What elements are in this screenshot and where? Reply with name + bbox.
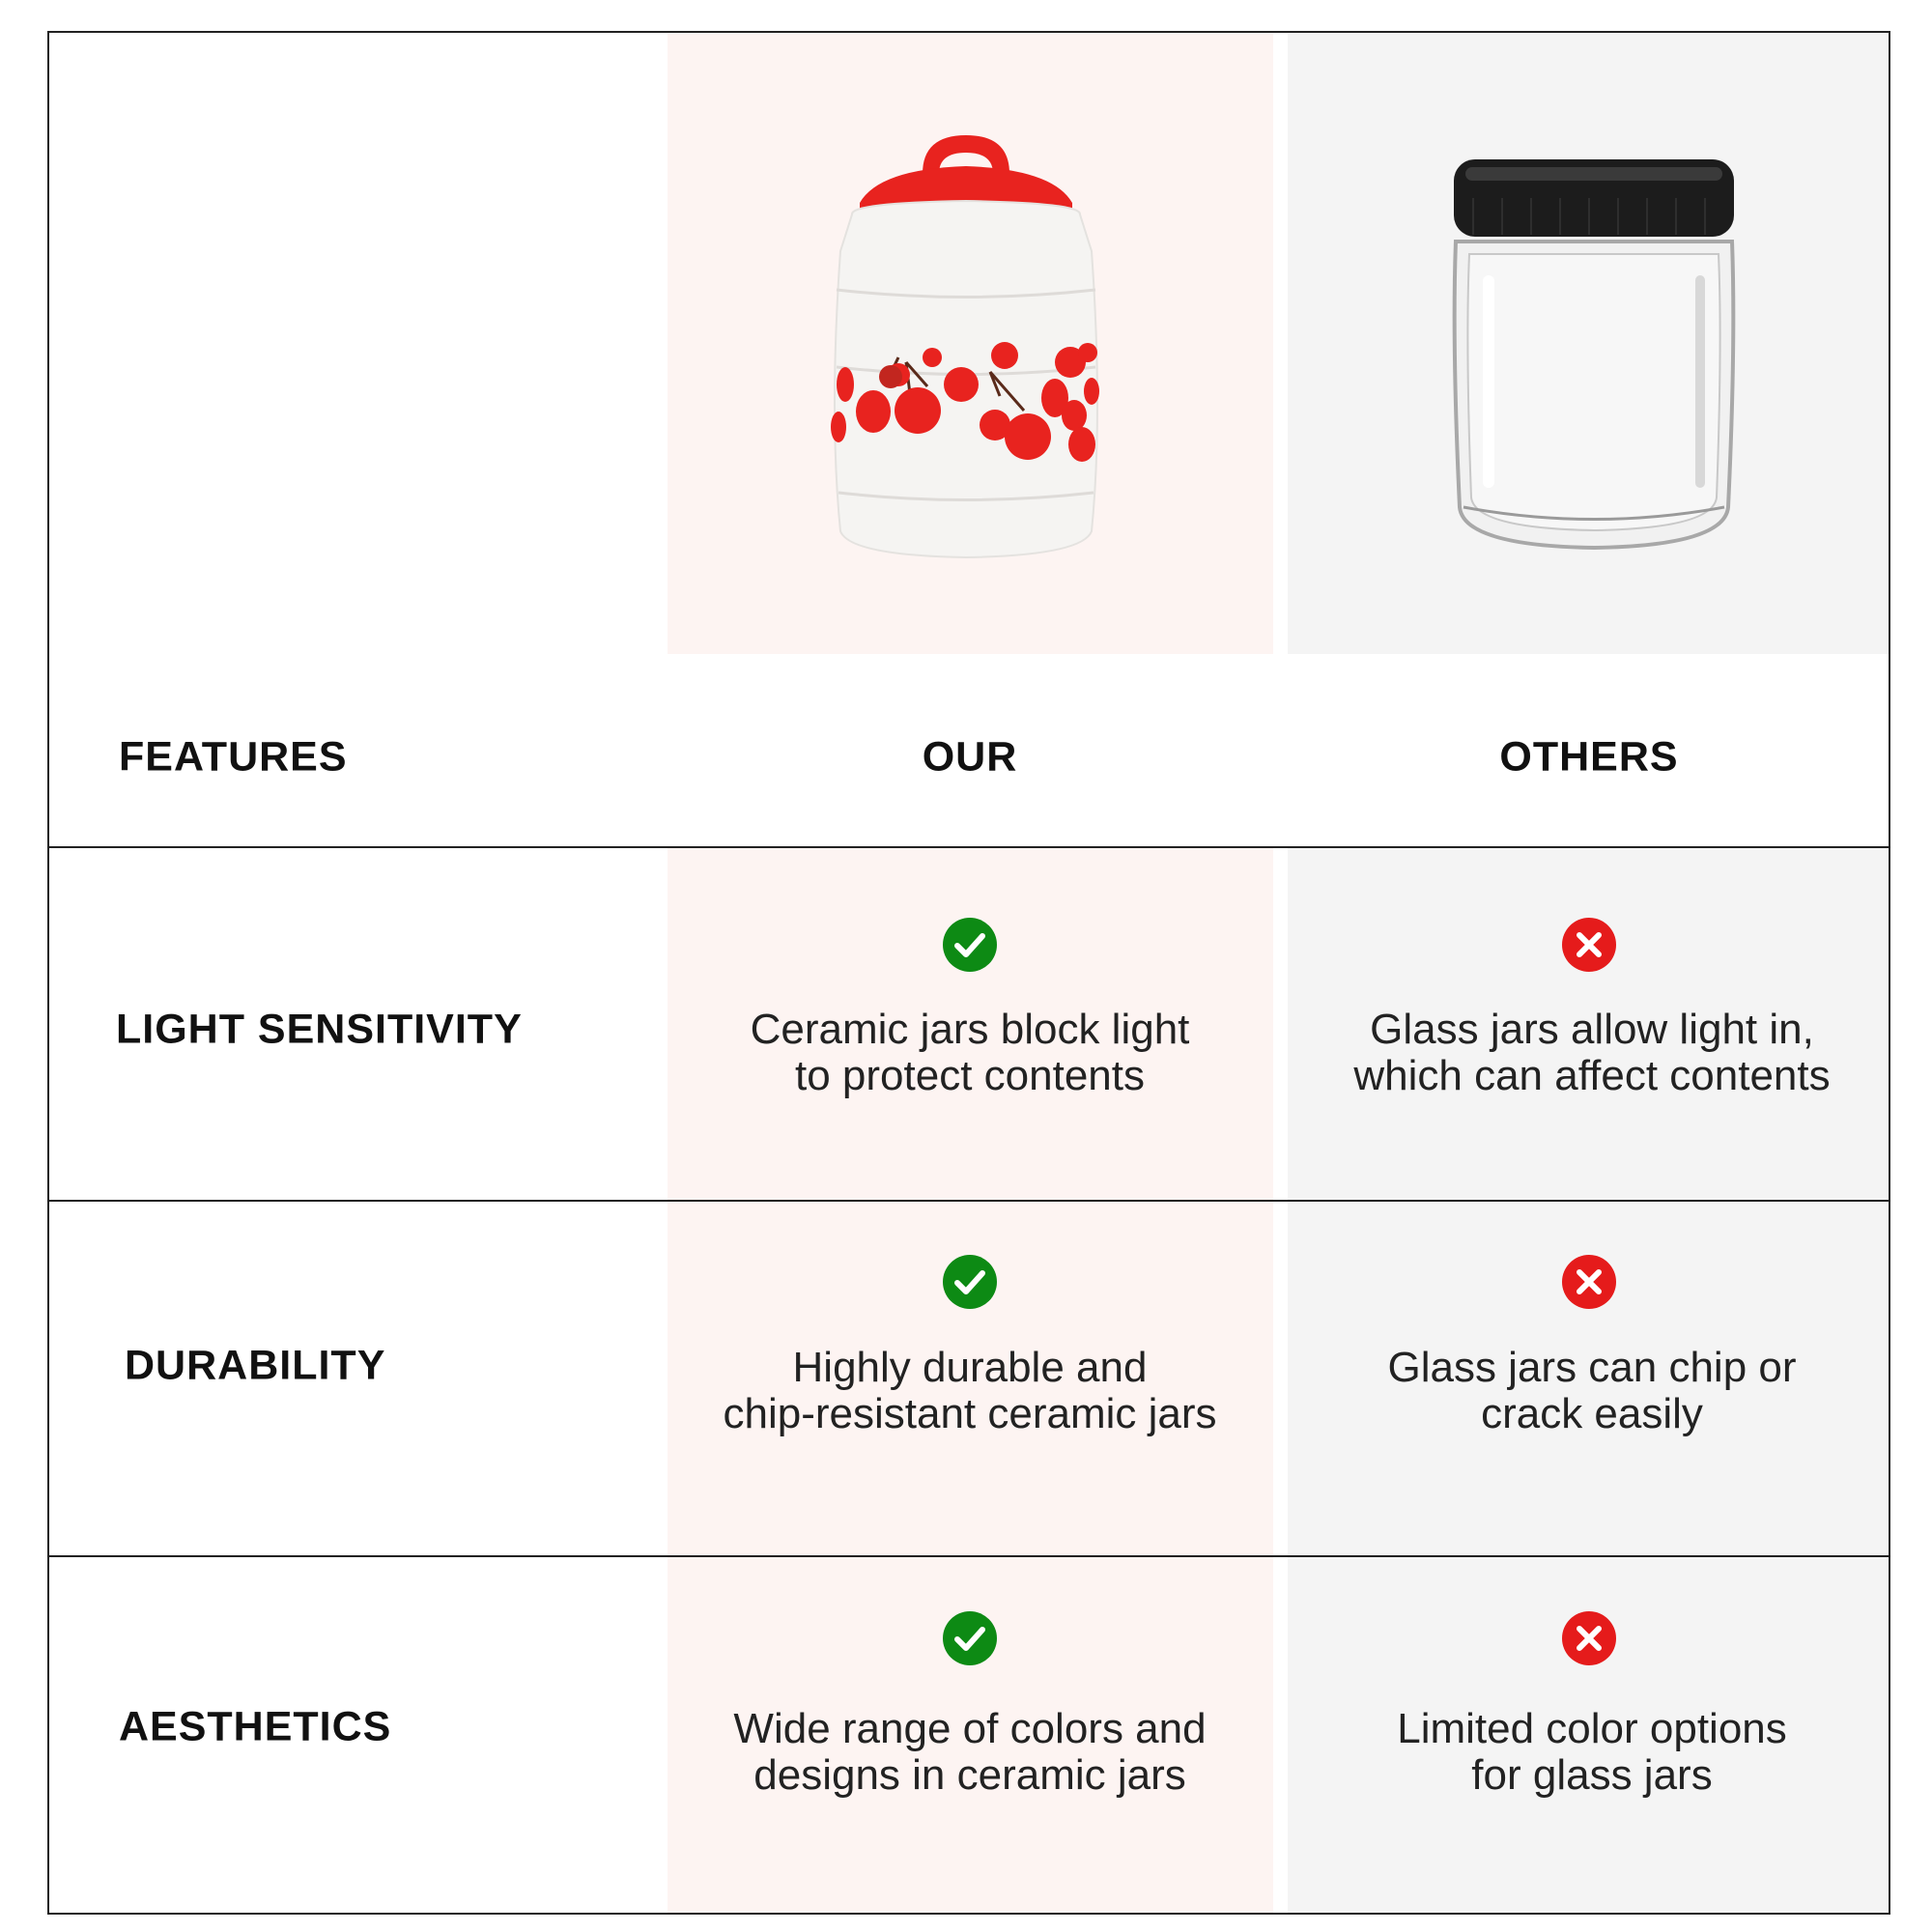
- features-header: FEATURES: [119, 733, 348, 781]
- others-header: OTHERS: [1499, 733, 1679, 781]
- our-description-line: Ceramic jars block light: [750, 1006, 1190, 1053]
- our-description-line: designs in ceramic jars: [753, 1751, 1186, 1799]
- check-icon: [943, 918, 997, 972]
- others-description-line: crack easily: [1481, 1390, 1703, 1437]
- check-icon: [943, 1611, 997, 1665]
- row-divider: [47, 846, 1890, 848]
- cross-icon: [1562, 918, 1616, 972]
- feature-label-durability: DURABILITY: [125, 1342, 386, 1389]
- our-description: [670, 1345, 1269, 1437]
- others-description: [1293, 1007, 1891, 1099]
- others-description: [1293, 1706, 1891, 1799]
- our-header: OUR: [922, 733, 1018, 781]
- row-divider: [47, 1200, 1890, 1202]
- our-description-line: Wide range of colors and: [733, 1705, 1207, 1752]
- others-description-line: for glass jars: [1471, 1751, 1713, 1799]
- others-description-line: Glass jars can chip or: [1387, 1344, 1797, 1391]
- others-description: [1293, 1345, 1891, 1437]
- others-description-line: Limited color options: [1397, 1705, 1787, 1752]
- our-description-line: Highly durable and: [792, 1344, 1148, 1391]
- our-description-line: to protect contents: [795, 1052, 1145, 1099]
- cross-icon: [1562, 1255, 1616, 1309]
- our-description: [670, 1007, 1269, 1099]
- our-description: [670, 1706, 1269, 1799]
- our-description-line: chip-resistant ceramic jars: [723, 1390, 1217, 1437]
- row-divider: [47, 1555, 1890, 1557]
- check-icon: [943, 1255, 997, 1309]
- cross-icon: [1562, 1611, 1616, 1665]
- others-description-line: which can affect contents: [1353, 1052, 1831, 1099]
- others-description-line: Glass jars allow light in,: [1370, 1006, 1814, 1053]
- feature-label-aesthetics: AESTHETICS: [119, 1703, 392, 1750]
- feature-label-light-sensitivity: LIGHT SENSITIVITY: [116, 1006, 523, 1053]
